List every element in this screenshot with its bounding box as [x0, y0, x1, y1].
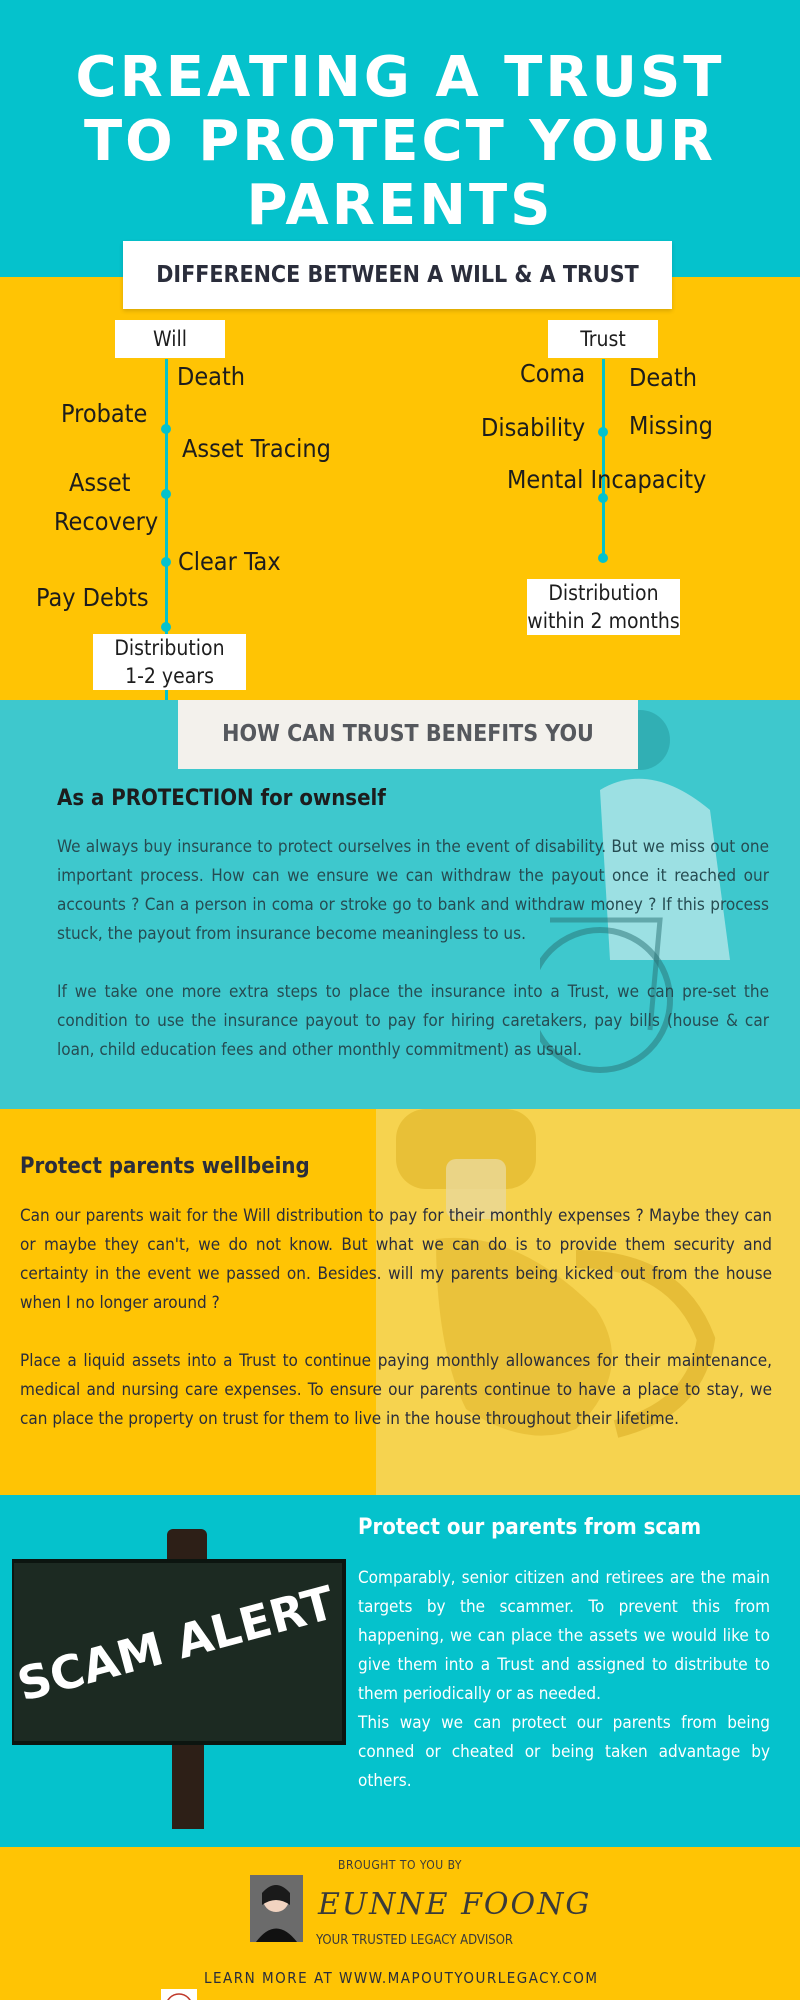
- learn-more-link[interactable]: LEARN MORE AT WWW.MAPOUTYOURLEGACY.COM: [204, 1969, 599, 1987]
- avatar: [250, 1875, 303, 1942]
- trust-step-missing: Missing: [629, 411, 713, 440]
- will-label-box: [115, 320, 225, 358]
- will-timeline-dot: [161, 424, 171, 434]
- benefits-title: HOW CAN TRUST BENEFITS YOU: [222, 721, 594, 747]
- will-distribution-line1: Distribution: [114, 636, 225, 660]
- trust-step-disability: Disability: [481, 413, 586, 442]
- page-title: [60, 46, 740, 238]
- advisor-label: YOUR TRUSTED LEGACY ADVISOR: [316, 1933, 514, 1948]
- trust-step-coma: Coma: [520, 359, 586, 388]
- trust-distribution-line1: Distribution: [548, 581, 659, 605]
- trust-distribution-box: [527, 579, 680, 635]
- will-distribution-box: [93, 634, 246, 690]
- will-distribution-line2: 1-2 years: [125, 664, 214, 688]
- will-step-asset-tracing: Asset Tracing: [182, 434, 331, 463]
- scam-alert-sign: [12, 1529, 352, 1829]
- scam-section: [0, 1495, 800, 1847]
- trust-label: Trust: [580, 327, 626, 351]
- trust-label-box: [548, 320, 658, 358]
- will-step-pay-debts: Pay Debts: [36, 583, 149, 612]
- signature: EUNNE FOONG: [318, 1887, 592, 1922]
- wellbeing-section: [0, 1109, 800, 1495]
- trust-timeline-dot: [598, 427, 608, 437]
- trust-step-death: Death: [629, 363, 698, 392]
- will-step-probate: Probate: [61, 399, 148, 428]
- will-label: Will: [153, 327, 187, 351]
- trust-step-mental-incapacity: Mental Incapacity: [507, 465, 707, 494]
- footer: [0, 1847, 800, 2000]
- will-step-recovery: Recovery: [54, 507, 159, 536]
- wellbeing-heading: Protect parents wellbeing: [20, 1154, 310, 1179]
- scam-paragraph-2: This way we can protect our parents from being conned or cheated or being taken advantage by others.: [358, 1713, 770, 1791]
- protection-paragraph-2: If we take one more extra steps to place the insurance into a Trust, we can pre-set the condition to use the insurance payout to pay for hiring caretakers, pay bills (house & car loan, child education fees and other monthly commitment) as usual.: [57, 982, 769, 1060]
- will-timeline-dot: [161, 489, 171, 499]
- hero-header: [0, 0, 800, 277]
- will-vs-trust-section: [0, 277, 800, 700]
- scam-alert-text: SCAM ALERT: [12, 1575, 340, 1712]
- difference-title-box: [123, 241, 672, 309]
- will-step-asset: Asset: [69, 468, 131, 497]
- protection-paragraph-1: We always buy insurance to protect ourselves in the event of disability. But we miss out one important process. How can we ensure we can withdraw the payout once it reached our accounts ? Can a person in coma or stroke go to bank and withdraw money ? If this process stuck, the payout from insurance become meaningless to us.: [57, 837, 769, 944]
- brought-by-label: BROUGHT TO YOU BY: [338, 1858, 462, 1872]
- wellbeing-paragraph-1: Can our parents wait for the Will distribution to pay for their monthly expenses ? Maybe they can or maybe they can't, we do not know. But what we can do is to provide them security and certainty in the event we passed on. Besides. will my parents being kicked out from the house when I no longer around ?: [20, 1206, 772, 1313]
- will-step-death: Death: [177, 362, 246, 391]
- title-line-3: PARENTS: [246, 173, 554, 238]
- trust-timeline-line: [602, 359, 605, 559]
- trust-timeline-dot: [598, 553, 608, 563]
- legacy-logo-icon: [161, 1989, 197, 2000]
- title-line-2: TO PROTECT YOUR: [83, 109, 717, 174]
- title-line-1: CREATING A TRUST: [75, 45, 725, 110]
- scam-heading: Protect our parents from scam: [358, 1515, 702, 1540]
- will-timeline-dot: [161, 622, 171, 632]
- wellbeing-paragraph-2: Place a liquid assets into a Trust to continue paying monthly allowances for their maintenance, medical and nursing care expenses. To ensure our parents continue to have a place to stay, we can place the property on trust for them to live in the house throughout their lifetime.: [20, 1351, 772, 1429]
- scam-paragraph-1: Comparably, senior citizen and retirees are the main targets by the scammer. To prevent this from happening, we can place the assets we would like to give them into a Trust and assigned to distribute to them periodically or as needed.: [358, 1568, 770, 1704]
- difference-title: DIFFERENCE BETWEEN A WILL & A TRUST: [156, 262, 639, 288]
- will-step-clear-tax: Clear Tax: [178, 547, 281, 576]
- benefits-title-box: [178, 700, 638, 769]
- protection-heading: As a PROTECTION for ownself: [57, 786, 386, 811]
- will-timeline-dot: [161, 557, 171, 567]
- trust-distribution-line2: within 2 months: [527, 609, 680, 633]
